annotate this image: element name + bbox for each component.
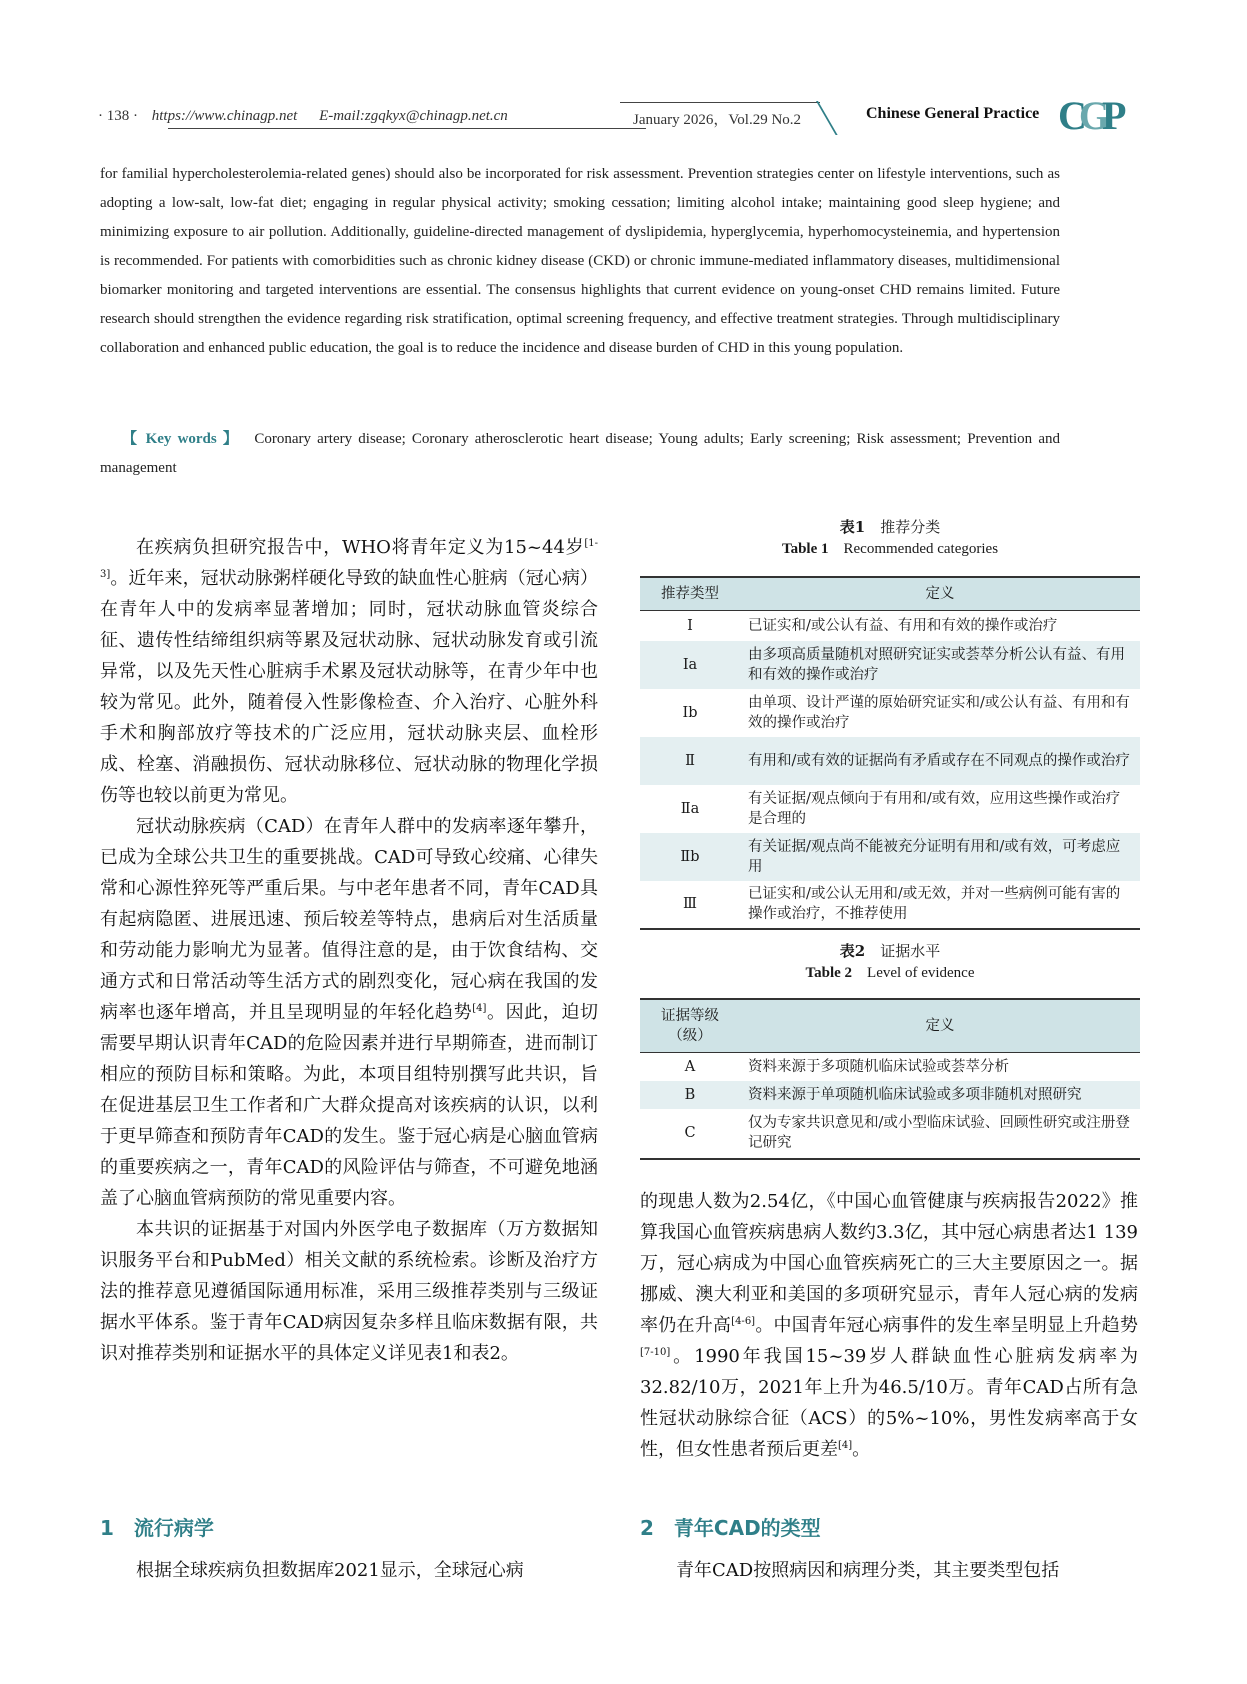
logo-letter-p: P bbox=[1102, 93, 1119, 138]
citation[interactable]: [7-10] bbox=[640, 1347, 671, 1358]
text-run: 。中国青年冠心病事件的发生率呈明显上升趋势 bbox=[755, 1315, 1138, 1336]
issue-overline bbox=[620, 102, 820, 103]
journal-url[interactable]: https://www.chinagp.net bbox=[151, 108, 298, 124]
table1-header-row bbox=[640, 577, 1140, 611]
header-left bbox=[98, 108, 508, 125]
text-run: 冠状动脉疾病（CAD）在青年人群中的发病率逐年攀升，已成为全球公共卫生的重要挑战。CAD可导致心绞痛、心律失常和心源性猝死等严重后果。与中老年患者不同，青年CAD具有起病隐匿、进展迅速、预后较差等特点，患病后对生活质量和劳动能力影响尤为显著。值得注意的是，由于饮食结构、交通方式和日常活动等生活方式的剧烈变化，冠心病在我国的发病率也逐年增高，并且呈现明显的年轻化趋势 bbox=[100, 816, 598, 1023]
table2-level-of-evidence bbox=[640, 998, 1140, 1160]
table1-caption bbox=[640, 516, 1140, 560]
page-number: · 138 · bbox=[98, 108, 138, 124]
paragraph-cad-types-start: 青年CAD按照病因和病理分类，其主要类型包括 bbox=[676, 1560, 1060, 1581]
table1-header-category: 推荐类型 bbox=[640, 577, 740, 611]
abstract-continuation: for familial hypercholesterolemia-related genes) should also be incorporated for risk assessment. Prevention strategies center on lifestyle interventions, such as adopting a low-salt, low-fat diet; engaging in regular physical activity; smoking cessation; limiting alcohol intake; maintaining good sleep hygiene; and minimizing exposure to air pollution. Additionally, guideline-directed management of dyslipidemia, hyperglycemia, hyperhomocysteinemia, and hypertension is recommended. For patients with comorbidities such as chronic kidney disease (CKD) or chronic immune-mediated inflammatory diseases, multidimensional biomarker monitoring and targeted interventions are essential. The consensus highlights that current evidence on young-onset CHD remains limited. Future research should strengthen the evidence regarding risk stratification, optimal screening frequency, and effective treatment strategies. Through multidisciplinary collaboration and enhanced public education, the goal is to reduce the incidence and disease burden of CHD in this young population. bbox=[100, 166, 1060, 356]
table-cell: A bbox=[684, 1058, 696, 1075]
right-column bbox=[640, 1186, 1138, 1465]
table2-caption bbox=[640, 940, 1140, 984]
text-run: 。近年来，冠状动脉粥样硬化导致的缺血性心脏病（冠心病）在青年人中的发病率显著增加；同时，冠状动脉血管炎综合征、遗传性结缔组织病等累及冠状动脉、冠状动脉发育或引流异常，以及先天性心脏病手术累及冠状动脉等，在青少年中也较为常见。此外，随着侵入性影像检查、介入治疗、心脏外科手术和胸部放疗等技术的广泛应用，冠状动脉夹层、血栓形成、栓塞、消融损伤、冠状动脉移位、冠状动脉的物理化学损伤等也较以前更为常见。 bbox=[100, 568, 598, 806]
text-run: 。1990年我国15~39岁人群缺血性心脏病发病率为32.82/10万，2021年上升为46.5/10万。青年CAD占所有急性冠状动脉综合征（ACS）的5%~10%，男性发病率高于女性，但女性患者预后更差 bbox=[640, 1346, 1138, 1460]
table-cell: 有关证据/观点尚不能被充分证明有用和/或有效，可考虑应用 bbox=[748, 838, 1121, 875]
text-run: 的现患人数为2.54亿，《中国心血管健康与疾病报告2022》推算我国心血管疾病患病人数约3.3亿，其中冠心病患者达1 139万，冠心病成为中国心血管疾病死亡的三大主要原因之一。据挪威、澳大利亚和美国的多项研究显示，青年人冠心病的发病率仍在升高 bbox=[640, 1191, 1138, 1336]
table-cell: Ⅲ bbox=[640, 881, 740, 929]
text-run: 。因此，迫切需要早期认识青年CAD的危险因素并进行早期筛查，进而制订相应的预防目标和策略。为此，本项目组特别撰写此共识，旨在促进基层卫生工作者和广大群众提高对该疾病的认识，以利于更早筛查和预防青年CAD的发生。鉴于冠心病是心脑血管病的重要疾病之一，青年CAD的风险评估与筛查，不可避免地涵盖了心脑血管病预防的常见重要内容。 bbox=[100, 1002, 599, 1209]
text-run: 在疾病负担研究报告中，WHO将青年定义为15~44岁 bbox=[136, 537, 585, 558]
keywords-label: 【 Key words 】 bbox=[122, 431, 241, 447]
table-cell: C bbox=[640, 1109, 740, 1159]
paragraph-gbd-start: 根据全球疾病负担数据库2021显示，全球冠心病 bbox=[136, 1560, 524, 1581]
page-header bbox=[98, 93, 1150, 138]
table-row bbox=[640, 1053, 1140, 1081]
journal-name: Chinese General Practice bbox=[866, 105, 1040, 122]
section-title-cad-types: 2 青年CAD的类型 bbox=[640, 1516, 821, 1540]
table2-title-cn: 证据水平 bbox=[880, 942, 941, 960]
paragraph-youth-definition bbox=[100, 532, 598, 811]
keywords-block bbox=[100, 425, 1060, 483]
table-cell: Ⅰa bbox=[682, 656, 698, 673]
table-row bbox=[640, 833, 1140, 881]
paragraph-cad-incidence bbox=[100, 811, 598, 1214]
table-cell: 由多项高质量随机对照研究证实或荟萃分析公认有益、有用和有效的操作或治疗 bbox=[748, 646, 1125, 683]
journal-email[interactable]: E-mail:zgqkyx@chinagp.net.cn bbox=[319, 108, 508, 124]
table-cell: Ⅱ bbox=[685, 752, 695, 769]
table-cell: 由单项、设计严谨的原始研究证实和/或公认有益、有用和有效的操作或治疗 bbox=[748, 694, 1130, 731]
table-cell: Ⅱa bbox=[680, 800, 700, 817]
table-row bbox=[640, 689, 1140, 737]
table-cell: 已证实和/或公认有益、有用和有效的操作或治疗 bbox=[748, 617, 1058, 634]
paragraph-evidence-basis: 本共识的证据基于对国内外医学电子数据库（万方数据知识服务平台和PubMed）相关文献的系统检索。诊断及治疗方法的推荐意见遵循国际通用标准，采用三级推荐类别与三级证据水平体系。鉴于青年CAD病因复杂多样且临床数据有限，共识对推荐类别和证据水平的具体定义详见表1和表2。 bbox=[100, 1219, 598, 1364]
table2-header-level: 证据等级（级） bbox=[640, 999, 740, 1053]
section-title-epidemiology: 1 流行病学 bbox=[100, 1516, 214, 1540]
table-row bbox=[640, 1081, 1140, 1109]
logo-letter-c: C bbox=[1058, 93, 1079, 138]
header-slash-decoration bbox=[816, 101, 872, 135]
table-row bbox=[640, 1109, 1140, 1159]
table-row bbox=[640, 641, 1140, 689]
issue-info: January 2026，Vol.29 No.2 bbox=[633, 112, 802, 128]
text-run: 。 bbox=[852, 1439, 871, 1460]
citation[interactable]: [4-6] bbox=[731, 1316, 756, 1327]
table-cell: 仅为专家共识意见和/或小型临床试验、回顾性研究或注册登记研究 bbox=[740, 1109, 1140, 1159]
table2-label-cn: 表2 bbox=[839, 942, 866, 960]
table2-header-row bbox=[640, 999, 1140, 1053]
table-cell: Ⅱb bbox=[680, 848, 700, 865]
table-row bbox=[640, 611, 1140, 641]
table1-title-en: Recommended categories bbox=[843, 541, 999, 557]
left-column bbox=[100, 532, 598, 1369]
citation[interactable]: [1-3] bbox=[100, 538, 599, 580]
table-row bbox=[640, 737, 1140, 785]
table-cell: 有关证据/观点倾向于有用和/或有效，应用这些操作或治疗是合理的 bbox=[748, 790, 1121, 827]
table-cell: 资料来源于多项随机临床试验或荟萃分析 bbox=[748, 1058, 1009, 1075]
table2-label-en: Table 2 bbox=[805, 965, 853, 981]
table1-label-cn: 表1 bbox=[839, 518, 866, 536]
citation[interactable]: [4] bbox=[472, 1003, 487, 1014]
table-cell: Ⅰb bbox=[682, 704, 698, 721]
table-cell: Ⅰ bbox=[687, 617, 693, 634]
table1-label-en: Table 1 bbox=[781, 541, 829, 557]
table-cell: 有用和/或有效的证据尚有矛盾或存在不同观点的操作或治疗 bbox=[748, 752, 1130, 769]
table-cell: B bbox=[684, 1086, 696, 1103]
table-row bbox=[640, 881, 1140, 929]
table1-recommended-categories bbox=[640, 576, 1140, 930]
table2-header-definition: 定义 bbox=[740, 999, 1140, 1053]
header-underline bbox=[168, 128, 646, 129]
table2-title-en: Level of evidence bbox=[867, 965, 975, 981]
table1-title-cn: 推荐分类 bbox=[880, 518, 941, 536]
citation[interactable]: [4] bbox=[838, 1440, 853, 1451]
paragraph-prevalence bbox=[640, 1186, 1138, 1465]
table-row bbox=[640, 785, 1140, 833]
keywords-text: Coronary artery disease; Coronary atherosclerotic heart disease; Young adults; Early screening; Risk assessment; Prevention and management bbox=[100, 431, 1061, 476]
logo-letter-g: G bbox=[1078, 93, 1103, 138]
table-cell: 已证实和/或公认无用和/或无效，并对一些病例可能有害的操作或治疗，不推荐使用 bbox=[740, 881, 1140, 929]
table1-header-definition: 定义 bbox=[740, 577, 1140, 611]
table-cell: 资料来源于单项随机临床试验或多项非随机对照研究 bbox=[748, 1086, 1082, 1103]
journal-logo bbox=[1058, 92, 1118, 139]
